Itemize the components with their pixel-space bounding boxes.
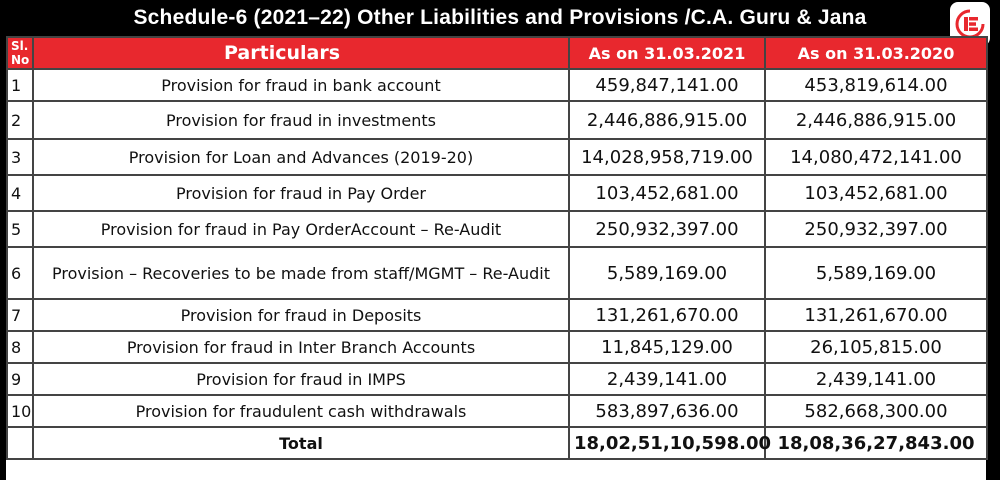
- title-text: Schedule-6 (2021–22) Other Liabilities and Provisions /C.A. Guru & Jana: [133, 6, 867, 29]
- row-2020: 14,080,472,141.00: [765, 139, 987, 175]
- row-2020: 131,261,670.00: [765, 299, 987, 331]
- row-2020: 2,439,141.00: [765, 363, 987, 395]
- row-particulars: Provision for fraudulent cash withdrawals: [33, 395, 569, 427]
- row-particulars: Provision for fraud in Pay OrderAccount – Re-Audit: [33, 211, 569, 247]
- row-2020: 5,589,169.00: [765, 247, 987, 299]
- table-row: [7, 175, 987, 211]
- table-row: [7, 101, 987, 139]
- total-2021: 18,02,51,10,598.00: [569, 427, 765, 459]
- row-sl: 9: [7, 363, 33, 395]
- header-2020: As on 31.03.2020: [765, 37, 987, 69]
- total-label: Total: [33, 427, 569, 459]
- row-sl: 1: [7, 69, 33, 101]
- row-sl: 6: [7, 247, 33, 299]
- table-row: [7, 247, 987, 299]
- header-particulars: Particulars: [33, 37, 569, 69]
- row-2021: 250,932,397.00: [569, 211, 765, 247]
- row-2021: 103,452,681.00: [569, 175, 765, 211]
- table-row: [7, 331, 987, 363]
- schedule-sheet: [6, 36, 986, 480]
- row-2021: 5,589,169.00: [569, 247, 765, 299]
- row-2020: 453,819,614.00: [765, 69, 987, 101]
- table-row: [7, 299, 987, 331]
- row-particulars: Provision for fraud in bank account: [33, 69, 569, 101]
- row-sl: 10: [7, 395, 33, 427]
- row-particulars: Provision for Loan and Advances (2019-20): [33, 139, 569, 175]
- row-sl: 7: [7, 299, 33, 331]
- header-sl: Sl. No: [7, 37, 33, 69]
- row-sl: 2: [7, 101, 33, 139]
- row-sl: 8: [7, 331, 33, 363]
- row-particulars: Provision for fraud in Inter Branch Accounts: [33, 331, 569, 363]
- logo-mark: [955, 9, 985, 39]
- row-2021: 11,845,129.00: [569, 331, 765, 363]
- row-2020: 250,932,397.00: [765, 211, 987, 247]
- row-sl: 3: [7, 139, 33, 175]
- table-row: [7, 363, 987, 395]
- row-particulars: Provision for fraud in IMPS: [33, 363, 569, 395]
- row-2021: 131,261,670.00: [569, 299, 765, 331]
- row-2020: 103,452,681.00: [765, 175, 987, 211]
- row-particulars: Provision for fraud in Deposits: [33, 299, 569, 331]
- row-sl: 5: [7, 211, 33, 247]
- row-2021: 2,439,141.00: [569, 363, 765, 395]
- row-2021: 583,897,636.00: [569, 395, 765, 427]
- page-title: [0, 0, 1000, 36]
- table-row: [7, 139, 987, 175]
- row-particulars: Provision – Recoveries to be made from staff/MGMT – Re-Audit: [33, 247, 569, 299]
- liabilities-table: [6, 36, 988, 460]
- total-row: [7, 427, 987, 459]
- table-row: [7, 211, 987, 247]
- row-2020: 2,446,886,915.00: [765, 101, 987, 139]
- row-particulars: Provision for fraud in Pay Order: [33, 175, 569, 211]
- row-2021: 459,847,141.00: [569, 69, 765, 101]
- header-row: [7, 37, 987, 69]
- row-2021: 14,028,958,719.00: [569, 139, 765, 175]
- table-row: [7, 69, 987, 101]
- row-2021: 2,446,886,915.00: [569, 101, 765, 139]
- total-2020: 18,08,36,27,843.00: [765, 427, 987, 459]
- table-row: [7, 395, 987, 427]
- total-sl: [7, 427, 33, 459]
- header-2021: As on 31.03.2021: [569, 37, 765, 69]
- row-2020: 582,668,300.00: [765, 395, 987, 427]
- row-2020: 26,105,815.00: [765, 331, 987, 363]
- row-sl: 4: [7, 175, 33, 211]
- row-particulars: Provision for fraud in investments: [33, 101, 569, 139]
